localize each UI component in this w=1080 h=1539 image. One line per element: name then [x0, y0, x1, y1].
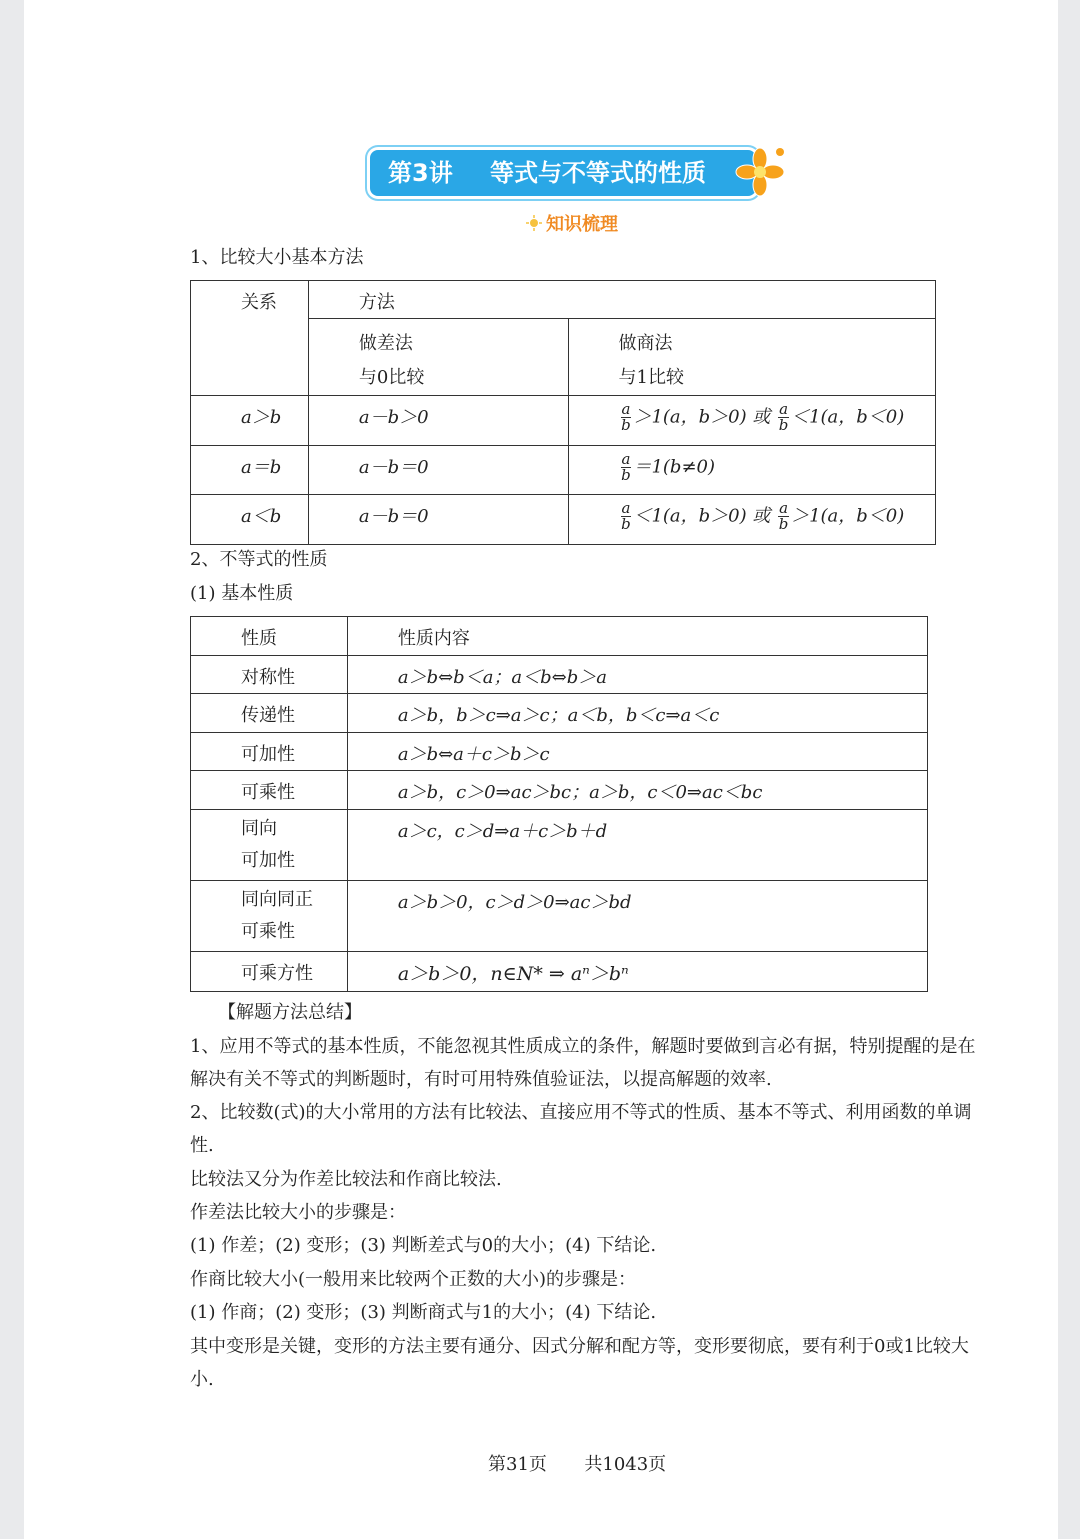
lecture-number: 第3讲	[388, 159, 453, 187]
property-content: a＞b＞0，c＞d＞0⇒ac＞bd	[347, 881, 927, 952]
section2-heading: 2、不等式的性质	[190, 549, 328, 570]
property-name: 可加性	[191, 733, 348, 771]
summary-paragraph-5: (1) 作差；(2) 变形；(3) 判断差式与0的大小；(4) 下结论.	[190, 1235, 657, 1256]
method-difference-note: 与0比较	[358, 367, 425, 388]
property-name-line1: 同向	[241, 818, 277, 839]
quotient-part-b: ＞1(a，b＜0)	[791, 505, 905, 527]
title-box	[370, 150, 756, 196]
property-name-line2: 可加性	[241, 850, 295, 871]
total-pages: 共1043页	[584, 1454, 667, 1475]
difference-cell: a－b＝0	[308, 446, 568, 495]
fraction-denominator: b	[621, 466, 631, 484]
table-row	[191, 733, 928, 771]
property-name-line2: 可乘性	[241, 921, 295, 942]
page-number: 第31页	[488, 1454, 547, 1475]
comparison-table	[190, 280, 936, 545]
page-footer	[488, 1450, 666, 1476]
summary-paragraph-2: 2、比较数(式)的大小常用的方法有比较法、直接应用不等式的性质、基本不等式、利用函数的单调性.	[190, 1102, 972, 1157]
quotient-part-a: ＝1(b≠0)	[633, 456, 716, 478]
difference-cell: a－b＝0	[308, 495, 568, 545]
property-name: 传递性	[191, 694, 348, 733]
table-row	[191, 694, 928, 733]
fraction-numerator: a	[621, 400, 631, 418]
property-content: a＞b⇔a＋c＞b＞c	[347, 733, 927, 771]
header-property: 性质	[191, 617, 348, 656]
fraction	[621, 402, 632, 433]
header-method: 方法	[308, 281, 935, 319]
header-content: 性质内容	[347, 617, 927, 656]
method-quotient-name: 做商法	[618, 333, 673, 354]
summary-heading: 【解题方法总结】	[218, 1002, 362, 1023]
fraction-denominator: b	[621, 515, 631, 533]
section2-subheading: (1) 基本性质	[190, 583, 294, 604]
section-subtitle	[526, 212, 618, 238]
property-name: 可乘方性	[191, 952, 348, 992]
summary-paragraph-4: 作差法比较大小的步骤是：	[190, 1202, 406, 1223]
relation-cell: a＞b	[191, 396, 309, 446]
table-row	[191, 771, 928, 810]
quotient-part-a: ＜1(a，b＞0) 或	[633, 505, 771, 527]
table-row	[191, 446, 936, 495]
fraction	[778, 501, 789, 532]
property-name	[191, 881, 348, 952]
relation-cell: a＜b	[191, 495, 309, 545]
fraction-numerator: a	[779, 400, 789, 418]
fraction-numerator: a	[621, 450, 631, 468]
property-content: a＞b⇔b＜a；a＜b⇔b＞a	[347, 656, 927, 694]
table-row	[191, 952, 928, 992]
fraction	[778, 402, 789, 433]
summary-paragraph-7: (1) 作商；(2) 变形；(3) 判断商式与1的大小；(4) 下结论.	[190, 1302, 657, 1323]
page-title: 等式与不等式的性质	[490, 159, 706, 187]
summary-paragraph-1: 1、应用不等式的基本性质，不能忽视其性质成立的条件，解题时要做到言必有据，特别提醒的是在解决有关不等式的判断题时，有时可用特殊值验证法，以提高解题的效率.	[190, 1036, 976, 1091]
table-row	[191, 810, 928, 881]
fraction-denominator: b	[778, 515, 789, 533]
difference-cell: a－b＞0	[308, 396, 568, 446]
fraction	[621, 501, 632, 532]
property-content: a＞b＞0，n∈N* ⇒ aⁿ＞bⁿ	[347, 952, 927, 992]
fraction	[621, 452, 632, 483]
fraction-numerator: a	[779, 499, 789, 517]
table-row	[191, 396, 936, 446]
table-row	[191, 656, 928, 694]
lecture-title-banner	[370, 150, 790, 202]
quotient-cell	[568, 446, 936, 495]
method-difference-name: 做差法	[358, 333, 413, 354]
fraction-numerator: a	[621, 499, 631, 517]
property-content: a＞c，c＞d⇒a＋c＞b＋d	[347, 810, 927, 881]
fraction-denominator: b	[778, 416, 789, 434]
method-quotient	[568, 319, 936, 396]
summary-paragraph-3: 比较法又分为作差比较法和作商比较法.	[190, 1169, 502, 1190]
property-name: 可乘性	[191, 771, 348, 810]
flower-icon	[734, 146, 786, 198]
subtitle-text: 知识梳理	[546, 214, 618, 235]
quotient-part-b: ＜1(a，b＜0)	[791, 406, 905, 428]
method-difference	[308, 319, 568, 396]
fraction-denominator: b	[621, 416, 631, 434]
sun-icon	[526, 215, 542, 231]
relation-cell: a＝b	[191, 446, 309, 495]
quotient-cell	[568, 495, 936, 545]
property-name	[191, 810, 348, 881]
property-name-line1: 同向同正	[241, 889, 313, 910]
method-quotient-note: 与1比较	[618, 367, 684, 388]
quotient-cell	[568, 396, 936, 446]
properties-table	[190, 616, 928, 992]
table-row	[191, 881, 928, 952]
property-content: a＞b，c＞0⇒ac＞bc；a＞b，c＜0⇒ac＜bc	[347, 771, 927, 810]
header-relation: 关系	[191, 281, 309, 396]
table-row	[191, 495, 936, 545]
section1-heading: 1、比较大小基本方法	[190, 247, 364, 268]
summary-paragraph-8: 其中变形是关键，变形的方法主要有通分、因式分解和配方等，变形要彻底，要有利于0或1比较大小.	[190, 1336, 969, 1391]
summary-paragraph-6: 作商比较大小(一般用来比较两个正数的大小)的步骤是：	[190, 1269, 637, 1290]
property-content: a＞b，b＞c⇒a＞c；a＜b，b＜c⇒a＜c	[347, 694, 927, 733]
quotient-part-a: ＞1(a，b＞0) 或	[633, 406, 771, 428]
property-name: 对称性	[191, 656, 348, 694]
